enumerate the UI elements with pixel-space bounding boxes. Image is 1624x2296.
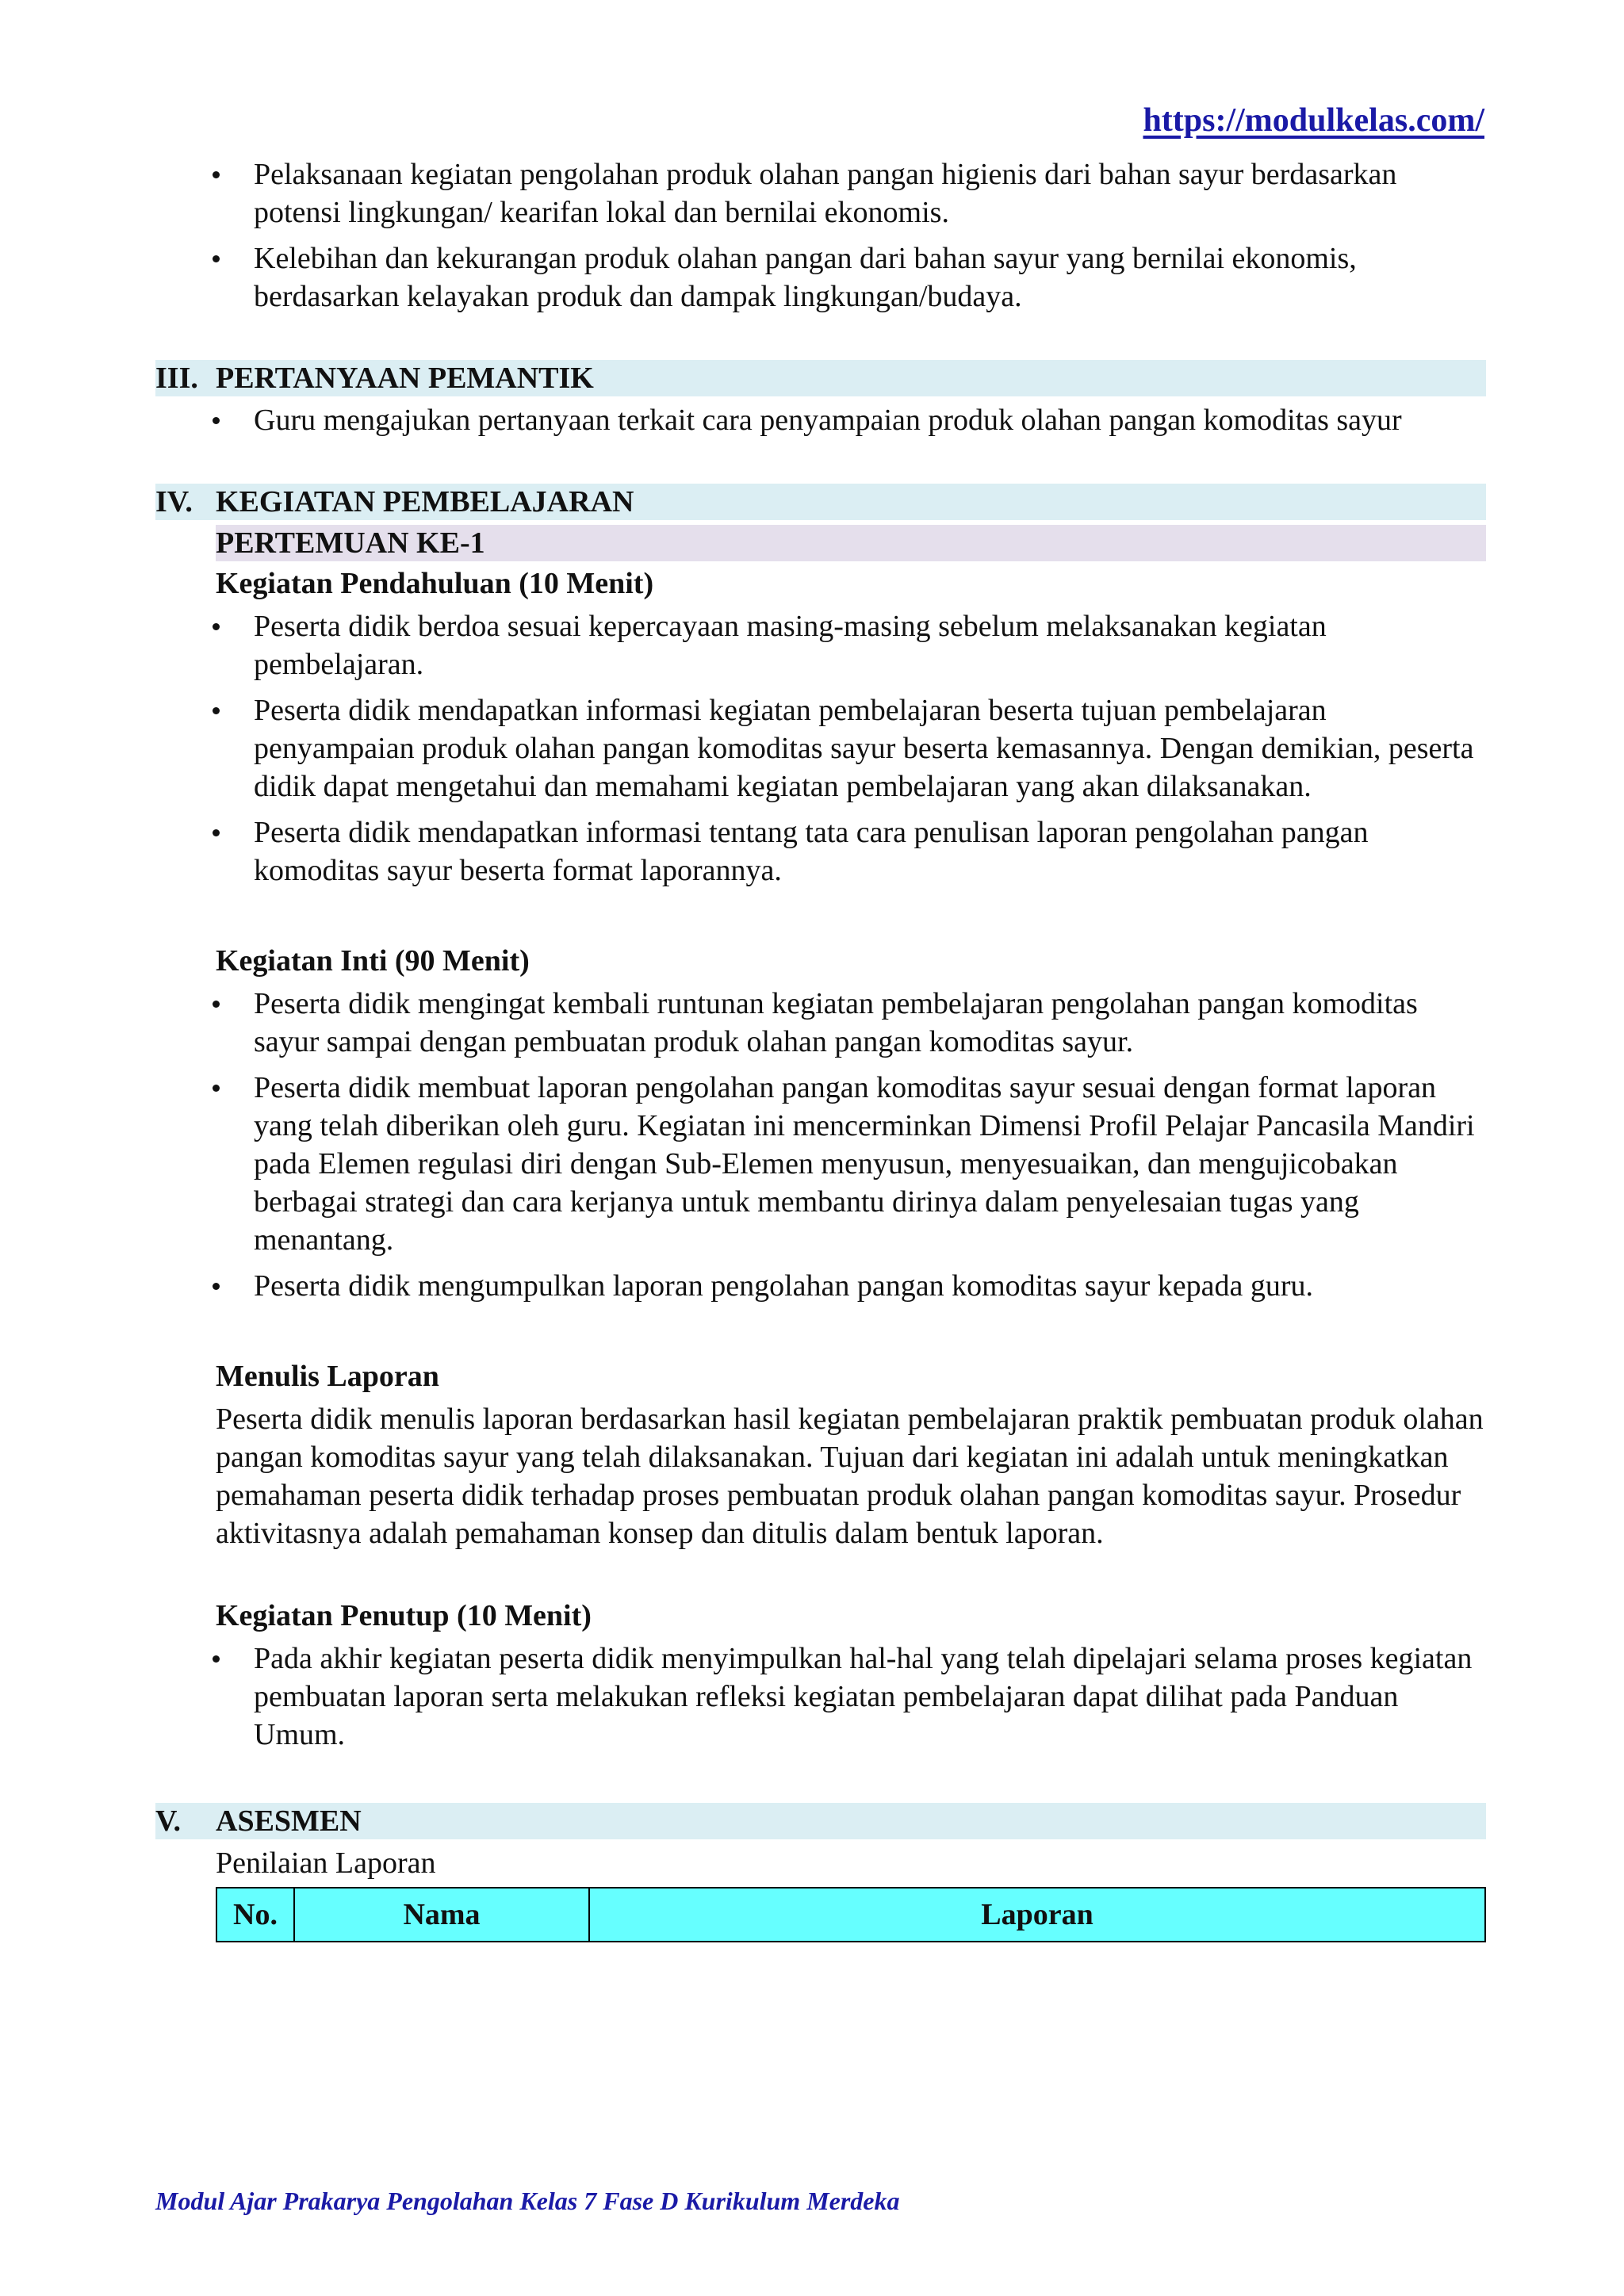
list-item: Peserta didik membuat laporan pengolahan pangan komoditas sayur sesuai dengan format laporan yang telah diberikan oleh guru. Kegiatan ini mencerminkan Dimensi Profil Pelajar Pancasila Mandiri pada Elemen regulasi diri dengan Sub-Elemen menyusun, menyesuaikan, dan mengujicobakan berbagai strategi dan cara kerjanya untuk membantu dirinya dalam penyelesaian tugas yang menantang.: [155, 1069, 1486, 1259]
section-heading-kegiatan-pembelajaran: [155, 484, 1486, 520]
pendahuluan-bullet-list: [155, 607, 1486, 890]
section-title: PERTANYAAN PEMANTIK: [216, 362, 594, 395]
spacer: [155, 1552, 1486, 1594]
table-header-no: No.: [216, 1888, 294, 1942]
list-item: Kelebihan dan kekurangan produk olahan pangan dari bahan sayur yang bernilai ekonomis, berdasarkan kelayakan produk dan dampak lingkungan/budaya.: [155, 239, 1486, 316]
penutup-bullet-list: [155, 1640, 1486, 1754]
section-heading-asesmen: [155, 1803, 1486, 1839]
list-item: Peserta didik mendapatkan informasi tentang tata cara penulisan laporan pengolahan pangan komoditas sayur beserta format laporannya.: [155, 813, 1486, 890]
list-item: Pada akhir kegiatan peserta didik menyimpulkan hal-hal yang telah dipelajari selama proses kegiatan pembuatan laporan serta melakukan refleksi kegiatan pembelajaran dapat dilihat pada Panduan Umum.: [155, 1640, 1486, 1754]
spacer: [155, 1313, 1486, 1354]
inti-bullet-list: [155, 985, 1486, 1305]
penutup-heading: Kegiatan Penutup (10 Menit): [216, 1599, 592, 1632]
assessment-table: [216, 1887, 1486, 1942]
menulis-laporan-heading: Menulis Laporan: [216, 1360, 439, 1393]
table-header-nama: Nama: [294, 1888, 589, 1942]
list-item: Peserta didik mendapatkan informasi kegiatan pembelajaran beserta tujuan pembelajaran penyampaian produk olahan pangan komoditas sayur beserta kemasannya. Dengan demikian, peserta didik dapat mengetahui dan memahami kegiatan pembelajaran yang akan dilaksanakan.: [155, 691, 1486, 806]
table-header-row: [216, 1888, 1485, 1942]
section-heading-pertanyaan-pemantik: [155, 360, 1486, 396]
section-title: KEGIATAN PEMBELAJARAN: [216, 485, 634, 519]
list-item: Guru mengajukan pertanyaan terkait cara penyampaian produk olahan pangan komoditas sayur: [155, 401, 1486, 439]
header-url-link[interactable]: https://modulkelas.com/: [1143, 102, 1484, 139]
footer-text: Modul Ajar Prakarya Pengolahan Kelas 7 Fase D Kurikulum Merdeka: [155, 2187, 900, 2215]
list-item: Peserta didik mengingat kembali runtunan kegiatan pembelajaran pengolahan pangan komoditas sayur sampai dengan pembuatan produk olahan pangan komoditas sayur.: [155, 985, 1486, 1061]
list-item: Peserta didik mengumpulkan laporan pengolahan pangan komoditas sayur kepada guru.: [155, 1267, 1486, 1305]
table-header-laporan: Laporan: [589, 1888, 1485, 1942]
page-content: [155, 155, 1486, 1942]
section-number: III.: [155, 362, 198, 395]
inti-heading: Kegiatan Inti (90 Menit): [216, 944, 530, 978]
spacer: [155, 897, 1486, 939]
section-number: V.: [155, 1804, 182, 1838]
asesmen-subtitle: Penilaian Laporan: [216, 1846, 436, 1880]
list-item: Peserta didik berdoa sesuai kepercayaan masing-masing sebelum melaksanakan kegiatan pembelajaran.: [155, 607, 1486, 683]
pemantik-bullet-list: [155, 401, 1486, 439]
intro-bullet-list: [155, 155, 1486, 316]
menulis-laporan-paragraph: Peserta didik menulis laporan berdasarkan hasil kegiatan pembelajaran praktik pembuatan produk olahan pangan komoditas sayur yang telah dilaksanakan. Tujuan dari kegiatan ini adalah untuk meningkatkan pemahaman peserta didik terhadap proses pembuatan produk olahan pangan komoditas sayur. Prosedur aktivitasnya adalah pemahaman konsep dan ditulis dalam bentuk laporan.: [216, 1402, 1484, 1550]
pendahuluan-heading: Kegiatan Pendahuluan (10 Menit): [216, 567, 654, 600]
meeting-heading: PERTEMUAN KE-1: [216, 525, 1486, 561]
section-number: IV.: [155, 485, 193, 519]
list-item: Pelaksanaan kegiatan pengolahan produk olahan pangan higienis dari bahan sayur berdasarkan potensi lingkungan/ kearifan lokal dan bernilai ekonomis.: [155, 155, 1486, 232]
section-title: ASESMEN: [216, 1804, 362, 1838]
